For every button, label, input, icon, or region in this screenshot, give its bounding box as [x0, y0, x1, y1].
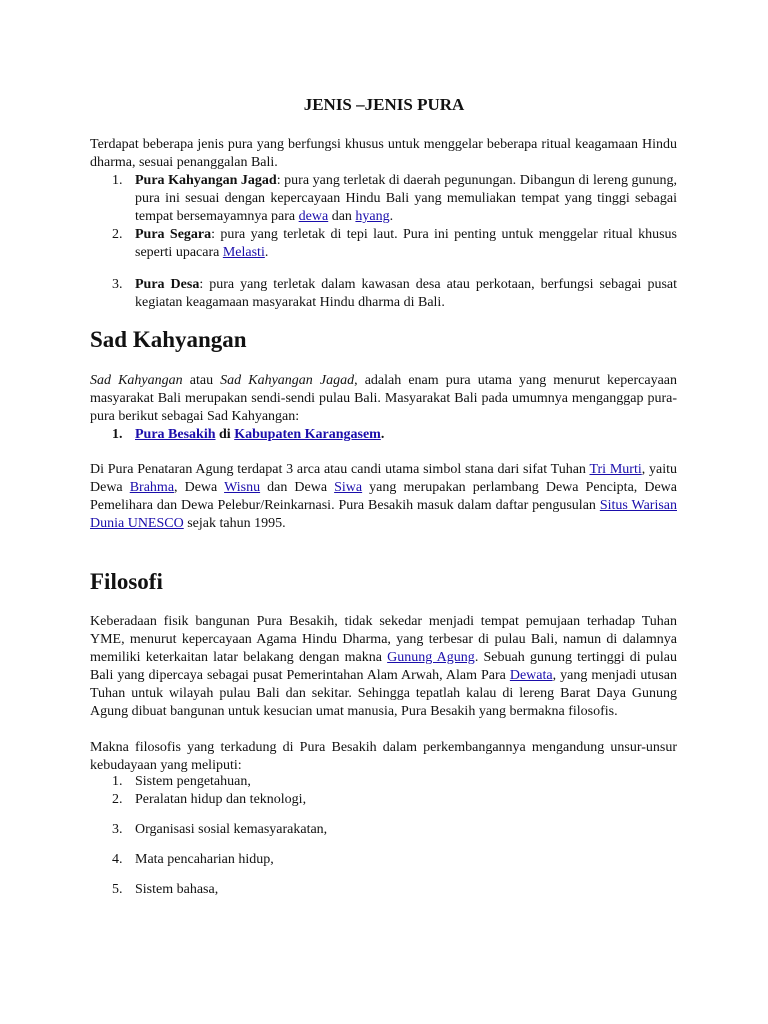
list-item [90, 773, 677, 791]
list-item [90, 821, 677, 839]
list-item [90, 226, 677, 262]
list-number: 3. [112, 822, 123, 837]
link-brahma[interactable]: Brahma [129, 480, 175, 495]
link-melasti[interactable]: Melasti [222, 245, 265, 260]
link-tri-murti[interactable]: Tri Murti [589, 462, 642, 477]
list-item-text: Peralatan hidup dan teknologi, [135, 792, 307, 807]
list-item-text: : pura yang terletak di tepi laut. Pura ini penting untuk menggelar ritual khusus seperti upacara [135, 227, 678, 260]
list-number: 2. [112, 227, 123, 242]
paragraph-text: , yaitu Dewa [90, 462, 677, 495]
italic-term: Sad Kahyangan [90, 373, 183, 388]
page-title: JENIS –JENIS PURA [303, 95, 465, 114]
paragraph-text: sejak tahun 1995. [183, 516, 286, 531]
paragraph-text: , adalah enam pura utama yang menurut kepercayaan masyarakat Bali merupakan sendi-sendi pulau Bali. Masyarakat Bali pada umumnya menganggap pura-pura berikut sebagai Sad Kahyangan: [90, 373, 677, 424]
link-gunung-agung[interactable]: Gunung Agung [387, 650, 475, 665]
list-item-title: Pura Segara [135, 227, 212, 242]
list-number: 1. [112, 427, 123, 442]
unsur-kebudayaan-list [90, 773, 677, 899]
link-pura-besakih[interactable]: Pura Besakih [135, 427, 216, 442]
pura-penataran-paragraph [90, 461, 677, 533]
paragraph-text: Keberadaan fisik bangunan Pura Besakih, tidak sekedar menjadi tempat pemujaan terhadap Tuhan YME, menurut kepercayaan Agama Hindu Dharma, yang terbesar di pulau Bali, namun di dalamnya memiliki keterkaitan latar belakang dengan makna [90, 614, 677, 665]
pura-type-list [90, 172, 677, 312]
link-unesco[interactable]: Situs Warisan Dunia UNESCO [90, 498, 677, 531]
list-number: 1. [112, 774, 123, 789]
list-item-text: . [380, 427, 385, 442]
link-wisnu[interactable]: Wisnu [224, 480, 261, 495]
paragraph-text: atau [182, 373, 221, 388]
link-dewa[interactable]: dewa [298, 209, 329, 224]
list-item [90, 881, 677, 899]
link-hyang[interactable]: hyang [355, 209, 390, 224]
paragraph-text: yang merupakan perlambang Dewa Pencipta, Dewa Pemelihara dan Dewa Pelebur/Reinkarnasi. Pura Besakih masuk dalam daftar pengusulan [90, 480, 677, 513]
list-item-title: Pura Desa [135, 277, 200, 292]
list-item-text: dan [328, 209, 356, 224]
list-number: 3. [112, 277, 123, 292]
list-item [90, 426, 677, 444]
list-item-title: Pura Kahyangan Jagad [135, 173, 277, 188]
list-item [90, 791, 677, 809]
list-item-text: Sistem bahasa, [135, 882, 219, 897]
list-item-text: Organisasi sosial kemasyarakatan, [135, 822, 328, 837]
list-number: 4. [112, 852, 123, 867]
link-kabupaten-karangasem[interactable]: Kabupaten Karangasem [234, 427, 381, 442]
link-dewata[interactable]: Dewata [509, 668, 553, 683]
list-item-text: : pura yang terletak dalam kawasan desa atau perkotaan, berfungsi sebagai pusat kegiatan keagamaan masyarakat Hindu dharma di Bali. [135, 277, 677, 310]
paragraph-text: dan Dewa [260, 480, 335, 495]
list-item-text: Mata pencaharian hidup, [135, 852, 274, 867]
section-heading-sad-kahyangan: Sad Kahyangan [90, 327, 247, 352]
list-item-text: . [389, 209, 394, 224]
paragraph-text: , Dewa [174, 480, 225, 495]
list-item-text: Sistem pengetahuan, [135, 774, 251, 789]
link-siwa[interactable]: Siwa [334, 480, 363, 495]
makna-filosofis-paragraph: Makna filosofis yang terkadung di Pura Besakih dalam perkembangannya mengandung unsur-unsur kebudayaan yang meliputi: [90, 740, 677, 773]
list-item [90, 172, 677, 226]
section-heading-filosofi: Filosofi [90, 569, 163, 594]
list-item-text: : pura yang terletak di daerah pegunungan. Dibangun di lereng gunung, pura ini sesuai dengan kepercayaan Hindu Bali yang memuliakan tempat yang tinggi sebagai tempat bersemayamnya para [135, 173, 677, 224]
paragraph-text: , yang menjadi utusan Tuhan untuk wilayah pulau Bali dan sekitar. Sehingga tepatlah kalau di lereng Barat Daya Gunung Agung dibuat bangunan untuk kesucian umat manusia, Pura Besakih yang bermakna filosofis. [90, 668, 677, 719]
list-number: 5. [112, 882, 123, 897]
italic-term: Sad Kahyangan Jagad [220, 373, 355, 388]
filosofi-paragraph [90, 613, 677, 721]
list-item [90, 276, 677, 312]
paragraph-text: Di Pura Penataran Agung terdapat 3 arca atau candi utama simbol stana dari sifat Tuhan [90, 462, 590, 477]
paragraph-text: . Sebuah gunung tertinggi di pulau Bali yang dipercaya sebagai pusat Pemerintahan Alam Arwah, Alam Para [90, 650, 677, 683]
list-item [90, 851, 677, 869]
sad-kahyangan-list [90, 426, 677, 444]
list-number: 1. [112, 173, 123, 188]
sad-kahyangan-paragraph [90, 372, 677, 426]
intro-paragraph: Terdapat beberapa jenis pura yang berfungsi khusus untuk menggelar beberapa ritual keagamaan Hindu dharma, sesuai penanggalan Bali. [90, 137, 677, 170]
list-item-text: . [264, 245, 269, 260]
list-number: 2. [112, 792, 123, 807]
list-item-text: di [215, 427, 235, 442]
